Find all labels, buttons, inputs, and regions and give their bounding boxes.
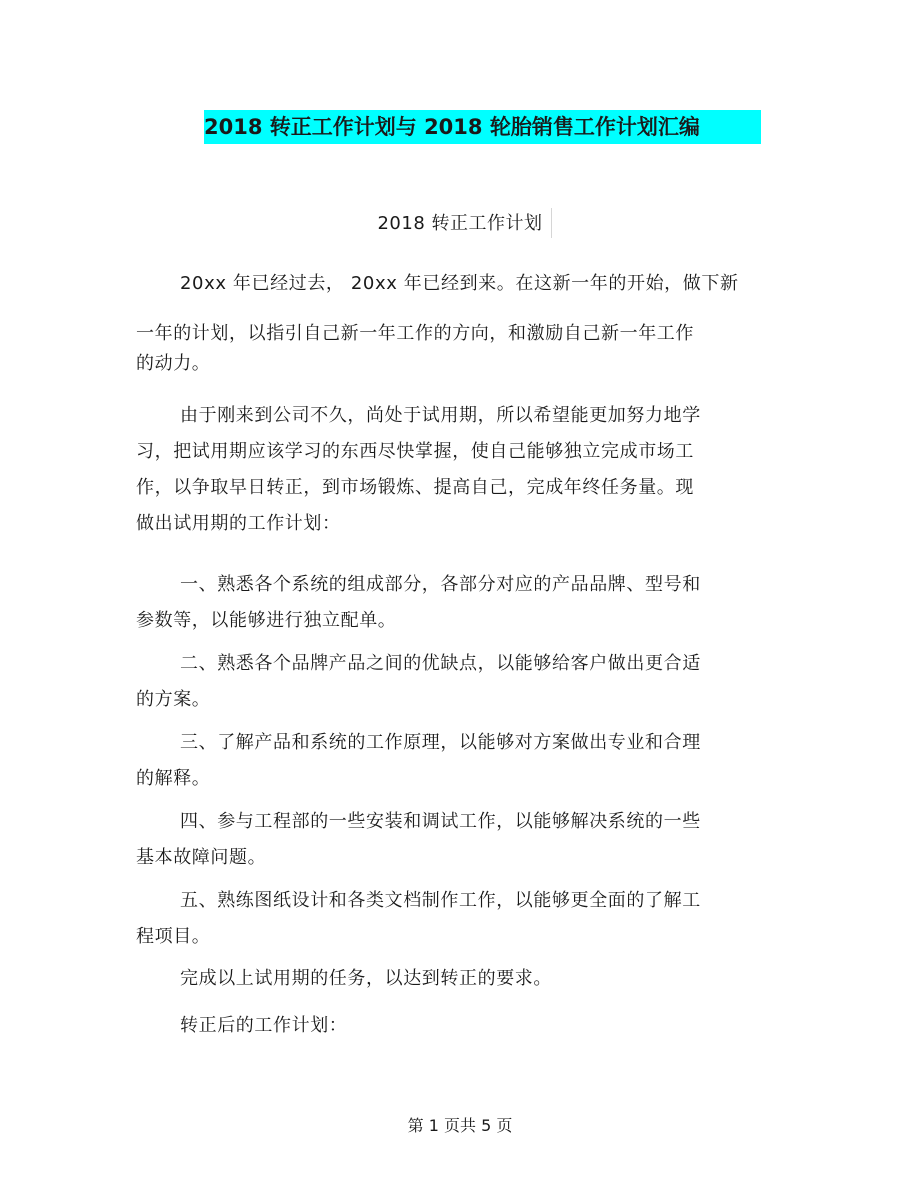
paragraph-line: 的方案。 xyxy=(136,689,211,710)
paragraph-line: 20xx 年已经过去， 20xx 年已经到来。在这新一年的开始，做下新 xyxy=(180,273,739,294)
paragraph-line: 程项目。 xyxy=(136,926,211,947)
paragraph-line: 的动力。 xyxy=(136,353,211,374)
paragraph-line: 的解释。 xyxy=(136,768,211,789)
paragraph-line: 做出试用期的工作计划： xyxy=(136,513,341,534)
plan-item-4 xyxy=(136,804,756,876)
paragraph-line: 转正后的工作计划： xyxy=(180,1015,348,1036)
paragraph-line: 参数等，以能够进行独立配单。 xyxy=(136,610,397,631)
plan-item-2 xyxy=(136,646,756,718)
paragraph-line: 四、参与工程部的一些安装和调试工作，以能够解决系统的一些 xyxy=(180,811,701,832)
document-title xyxy=(204,110,761,144)
section-title: 2018 转正工作计划 xyxy=(377,213,543,234)
paragraph-line: 完成以上试用期的任务，以达到转正的要求。 xyxy=(180,968,552,989)
paragraph-line: 基本故障问题。 xyxy=(136,847,267,868)
plan-item-5 xyxy=(136,883,756,955)
paragraph-probation xyxy=(136,398,756,542)
post-probation-heading xyxy=(136,1008,756,1044)
plan-item-1 xyxy=(136,567,756,639)
paragraph-line: 一年的计划，以指引自己新一年工作的方向，和激励自己新一年工作 xyxy=(136,323,694,344)
paragraph-line: 由于刚来到公司不久，尚处于试用期，所以希望能更加努力地学 xyxy=(180,405,701,426)
plan-item-3 xyxy=(136,725,756,797)
paragraph-intro xyxy=(136,266,756,382)
text-cursor-divider xyxy=(551,208,552,238)
summary-line xyxy=(136,961,756,997)
paragraph-line: 三、了解产品和系统的工作原理，以能够对方案做出专业和合理 xyxy=(180,732,701,753)
paragraph-line: 五、熟练图纸设计和各类文档制作工作，以能够更全面的了解工 xyxy=(180,890,701,911)
document-title-text: 2018 转正工作计划与 2018 轮胎销售工作计划汇编 xyxy=(204,115,700,139)
paragraph-line: 一、熟悉各个系统的组成部分，各部分对应的产品品牌、型号和 xyxy=(180,574,701,595)
paragraph-line: 习，把试用期应该学习的东西尽快掌握，使自己能够独立完成市场工 xyxy=(136,441,694,462)
paragraph-line: 作，以争取早日转正，到市场锻炼、提高自己，完成年终任务量。现 xyxy=(136,477,694,498)
paragraph-line: 二、熟悉各个品牌产品之间的优缺点，以能够给客户做出更合适 xyxy=(180,653,701,674)
page-footer: 第 1 页共 5 页 xyxy=(407,1116,513,1135)
